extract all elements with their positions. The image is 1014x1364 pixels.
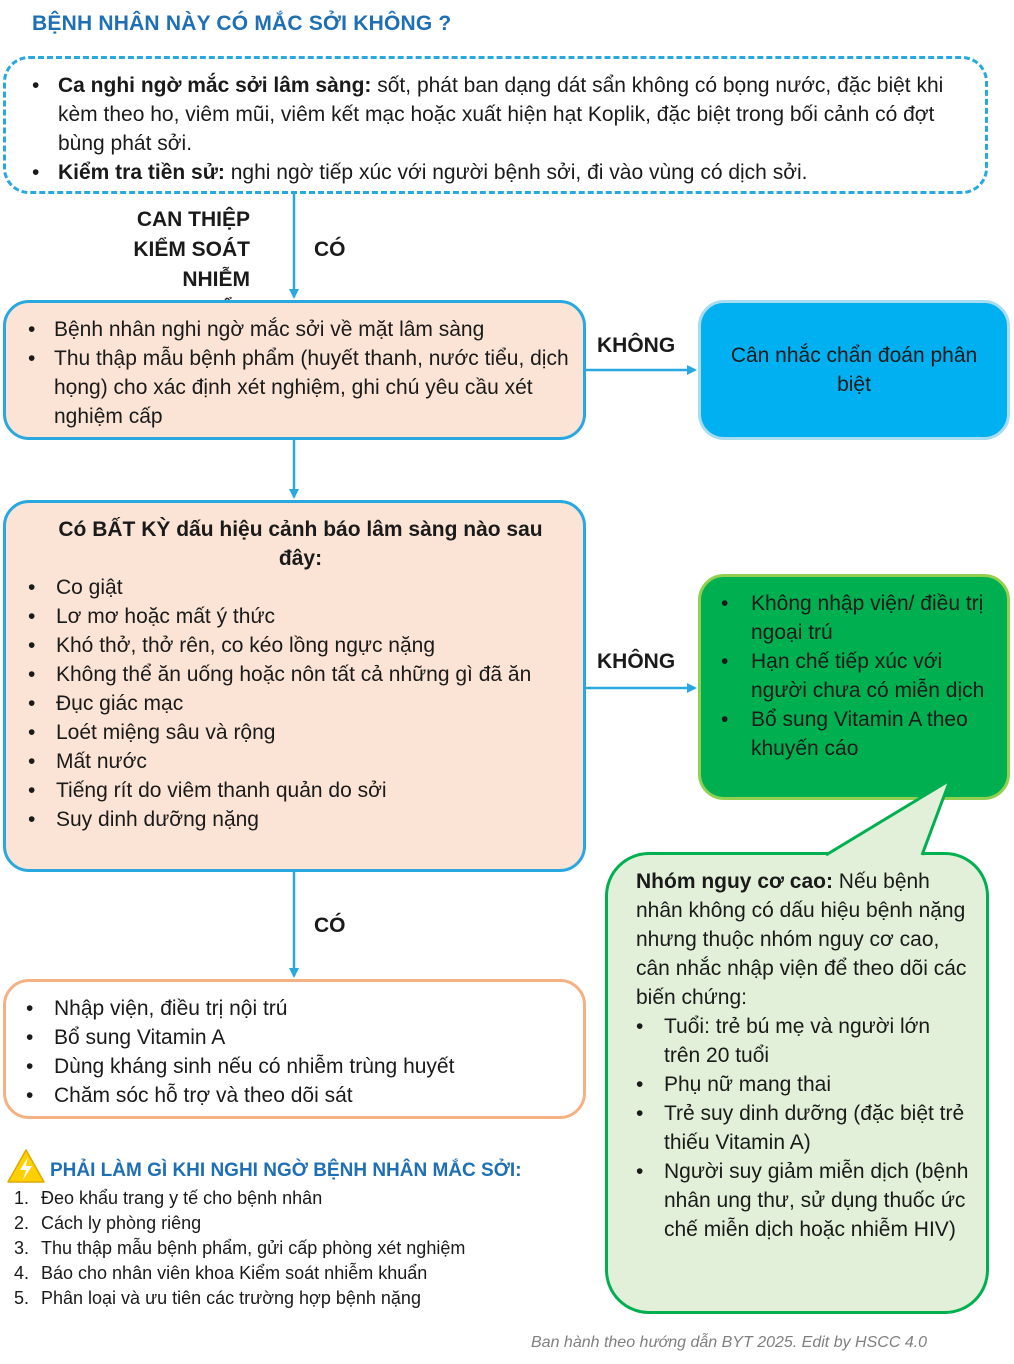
warning-sign-item: • Khó thở, thở rên, co kéo lồng ngực nặng xyxy=(28,631,573,660)
screening-item: • Ca nghi ngờ mắc sởi lâm sàng: sốt, phát ban dạng dát sẩn không có bọng nước, đặc biệt khi kèm theo ho, viêm mũi, viêm kết mạc hoặc xuất hiện hạt Koplik, đặc biệt trong bối cảnh có đợt bùng phát sởi. xyxy=(32,71,969,158)
warning-sign-item: • Tiếng rít do viêm thanh quản do sởi xyxy=(28,776,573,805)
warning-sign-item: • Mất nước xyxy=(28,747,573,776)
no-label-1: KHÔNG xyxy=(597,334,676,357)
warning-sign-item: • Co giật xyxy=(28,573,573,602)
outpatient-item: • Không nhập viện/ điều trị ngoại trú xyxy=(721,589,993,647)
warning-sign-item: • Lơ mơ hoặc mất ý thức xyxy=(28,602,573,631)
high-risk-item: • Trẻ suy dinh dưỡng (đặc biệt trẻ thiếu Vitamin A) xyxy=(636,1099,972,1157)
high-risk-item: • Tuổi: trẻ bú mẹ và người lớn trên 20 tuổi xyxy=(636,1012,972,1070)
suspected-item: • Bệnh nhân nghi ngờ mắc sởi về mặt lâm sàng xyxy=(28,315,573,344)
page-title: BỆNH NHÂN NÀY CÓ MẮC SỞI KHÔNG ? xyxy=(32,12,452,35)
yes-label-2: CÓ xyxy=(314,914,346,937)
high-risk-intro: Nhóm nguy cơ cao: Nếu bệnh nhân không có dấu hiệu bệnh nặng nhưng thuộc nhóm nguy cơ cao, cân nhắc nhập viện để theo dõi các biến chứng: xyxy=(636,870,967,1009)
action-step: 4. Báo cho nhân viên khoa Kiểm soát nhiễm khuẩn xyxy=(14,1263,428,1283)
yes-label-1: CÓ xyxy=(314,238,346,261)
high-risk-item: • Người suy giảm miễn dịch (bệnh nhân ung thư, sử dụng thuốc ức chế miễn dịch hoặc nhiễm HIV) xyxy=(636,1157,972,1244)
warning-icon xyxy=(6,1148,46,1184)
warning-sign-item: • Đục giác mạc xyxy=(28,689,573,718)
action-step: 5. Phân loại và ưu tiên các trường hợp bệnh nặng xyxy=(14,1288,421,1308)
high-risk-item: • Phụ nữ mang thai xyxy=(636,1070,972,1099)
footer-credit: Ban hành theo hướng dẫn BYT 2025. Edit by HSCC 4.0 xyxy=(531,1334,928,1351)
ipc-label: CAN THIỆP KIỂM SOÁT NHIỄM xyxy=(133,208,250,291)
no-label-2: KHÔNG xyxy=(597,650,676,673)
outpatient-item: • Bổ sung Vitamin A theo khuyến cáo xyxy=(721,705,993,763)
action-step: 1. Đeo khẩu trang y tế cho bệnh nhân xyxy=(14,1188,323,1208)
warning-sign-item: • Loét miệng sâu và rộng xyxy=(28,718,573,747)
suspected-item: • Thu thập mẫu bệnh phẩm (huyết thanh, nước tiểu, dịch họng) cho xác định xét nghiệm, ghi chú yêu cầu xét nghiệm cấp xyxy=(28,344,573,431)
inpatient-item: • Chăm sóc hỗ trợ và theo dõi sát xyxy=(26,1081,573,1110)
warning-signs-heading: Có BẤT KỲ dấu hiệu cảnh báo lâm sàng nào sau đây: xyxy=(58,518,543,570)
screening-item: • Kiểm tra tiền sử: nghi ngờ tiếp xúc với người bệnh sởi, đi vào vùng có dịch sởi. xyxy=(32,158,969,187)
differential-text: Cân nhắc chẩn đoán phân biệt xyxy=(730,344,978,396)
outpatient-item: • Hạn chế tiếp xúc với người chưa có miễn dịch xyxy=(721,647,993,705)
action-step: 2. Cách ly phòng riêng xyxy=(14,1213,202,1233)
warning-sign-item: • Suy dinh dưỡng nặng xyxy=(28,805,573,834)
action-step: 3. Thu thập mẫu bệnh phẩm, gửi cấp phòng xét nghiệm xyxy=(14,1238,466,1258)
inpatient-item: • Bổ sung Vitamin A xyxy=(26,1023,573,1052)
actions-title: PHẢI LÀM GÌ KHI NGHI NGỜ BỆNH NHÂN MẮC SỞI: xyxy=(50,1160,522,1181)
inpatient-item: • Dùng kháng sinh nếu có nhiễm trùng huyết xyxy=(26,1052,573,1081)
inpatient-item: • Nhập viện, điều trị nội trú xyxy=(26,994,573,1023)
actions-list xyxy=(14,1186,465,1311)
warning-sign-item: • Không thể ăn uống hoặc nôn tất cả những gì đã ăn xyxy=(28,660,573,689)
